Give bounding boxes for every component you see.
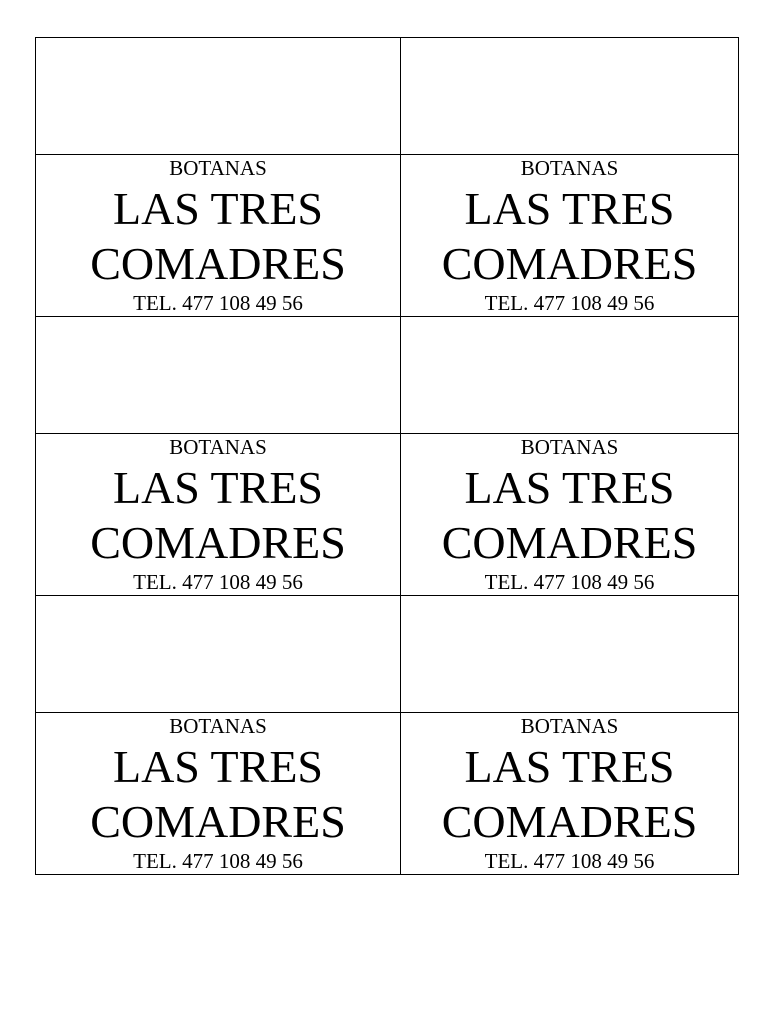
label-row xyxy=(36,155,739,317)
label-name-line2: COMADRES xyxy=(90,238,346,289)
label-cell xyxy=(401,434,739,596)
label-cell xyxy=(36,434,401,596)
blank-cell xyxy=(36,596,401,713)
label-name-line1: LAS TRES xyxy=(112,462,324,513)
label-category: BOTANAS xyxy=(169,156,267,180)
blank-cell xyxy=(401,317,739,434)
label-phone: TEL. 477 108 49 56 xyxy=(484,291,655,315)
label-category: BOTANAS xyxy=(520,156,619,180)
blank-cell xyxy=(36,38,401,155)
label-category: BOTANAS xyxy=(169,714,267,738)
blank-cell xyxy=(401,38,739,155)
label-name-line2: COMADRES xyxy=(441,796,698,847)
label-sheet xyxy=(35,37,739,875)
label-name-line2: COMADRES xyxy=(90,517,346,568)
blank-row xyxy=(36,317,739,434)
label-name-line2: COMADRES xyxy=(441,517,698,568)
label-phone: TEL. 477 108 49 56 xyxy=(484,570,655,594)
label-name-line2: COMADRES xyxy=(90,796,346,847)
label-cell xyxy=(401,713,739,875)
label-name-line1: LAS TRES xyxy=(464,183,675,234)
blank-cell xyxy=(36,317,401,434)
label-phone: TEL. 477 108 49 56 xyxy=(484,849,655,873)
label-cell xyxy=(36,713,401,875)
label-category: BOTANAS xyxy=(520,714,619,738)
blank-cell xyxy=(401,596,739,713)
label-name-line1: LAS TRES xyxy=(464,462,675,513)
blank-row xyxy=(36,38,739,155)
label-category: BOTANAS xyxy=(169,435,267,459)
label-phone: TEL. 477 108 49 56 xyxy=(133,849,303,873)
label-category: BOTANAS xyxy=(520,435,619,459)
label-phone: TEL. 477 108 49 56 xyxy=(133,570,303,594)
label-cell xyxy=(401,155,739,317)
label-name-line1: LAS TRES xyxy=(112,183,324,234)
label-phone: TEL. 477 108 49 56 xyxy=(133,291,303,315)
label-name-line2: COMADRES xyxy=(441,238,698,289)
blank-row xyxy=(36,596,739,713)
label-row xyxy=(36,713,739,875)
label-name-line1: LAS TRES xyxy=(464,741,675,792)
label-name-line1: LAS TRES xyxy=(112,741,324,792)
label-row xyxy=(36,434,739,596)
label-cell xyxy=(36,155,401,317)
